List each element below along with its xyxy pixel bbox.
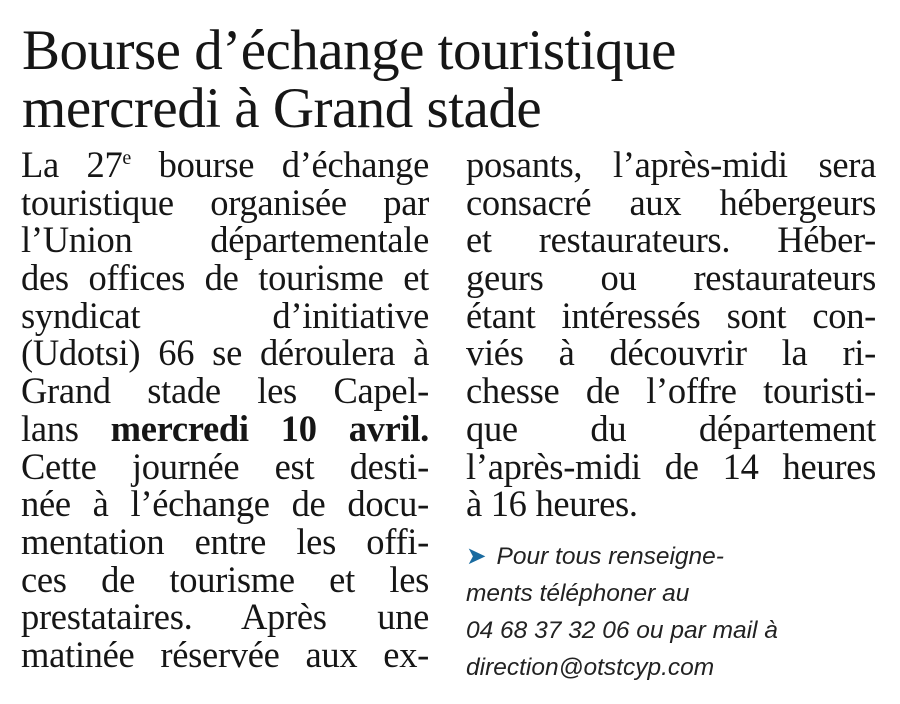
body-text: La 27 [21,144,123,185]
email-address: direction@otstcyp.com [466,654,715,681]
info-text: Pour tous renseigne- [496,543,724,570]
info-line [466,538,886,575]
body-line: matinée réservée aux ex- [21,633,429,675]
body-line: à 16 heures. [466,483,638,525]
body-line [21,146,429,184]
body-line: chesse de l’offre touristi- [466,370,876,412]
body-text: bourse d’échange [131,144,429,185]
body-line: Cette journée est desti- [21,445,429,487]
headline-line-2: mercredi à Grand stade [22,77,542,140]
body-text: lans [21,407,111,449]
body-line: Grand stade les Capel- [21,370,429,412]
body-line: prestataires. Après une [21,596,429,638]
info-line: ments téléphoner au [466,580,690,607]
body-line: consacré aux hébergeurs [466,181,876,223]
arrow-right-icon: ➤ [466,543,487,570]
body-line: et restaurateurs. Héber- [466,219,876,261]
body-line: geurs ou restaurateurs [466,257,876,299]
body-line: syndicat d’initiative [21,294,429,336]
body-line [21,407,429,449]
body-line: posants, l’après-midi sera [466,144,876,185]
phone-number: 04 68 37 32 06 ou par mail à [466,617,778,644]
body-line: que du département [466,407,876,449]
body-line: née à l’échange de docu- [21,483,429,525]
body-line: (Udotsi) 66 se déroulera à [21,332,429,374]
event-date: mercredi 10 avril. [110,407,429,449]
body-line: ces de tourisme et les [21,558,429,600]
body-line: mentation entre les offi- [21,520,429,562]
body-line: des offices de tourisme et [21,257,429,299]
body-line: touristique organisée par [21,181,429,223]
article-column-left [21,146,429,674]
body-line: étant intéressés sont con- [466,294,876,336]
superscript: e [122,146,132,169]
article-column-right [466,146,876,523]
headline-line-1: Bourse d’échange touristique [22,19,676,82]
body-line: l’Union départementale [21,219,429,261]
body-line: viés à découvrir la ri- [466,332,876,374]
headline [22,19,882,140]
body-line: l’après-midi de 14 heures [466,445,876,487]
contact-info [466,538,886,686]
